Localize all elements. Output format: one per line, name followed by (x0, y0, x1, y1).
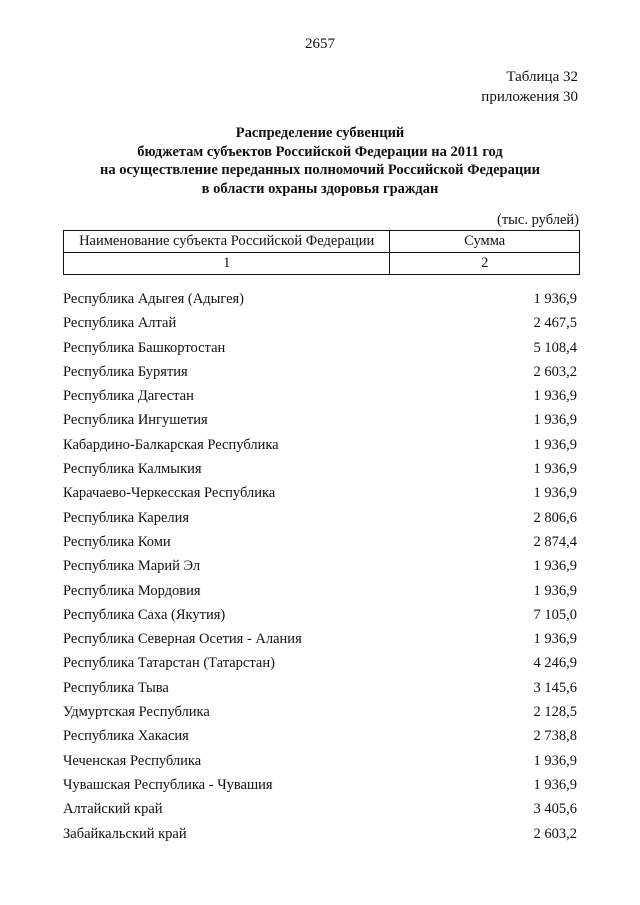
subject-amount: 4 246,9 (533, 655, 577, 672)
table-row (63, 433, 577, 457)
subject-name: Республика Татарстан (Татарстан) (63, 655, 275, 672)
subject-name: Республика Тыва (63, 679, 169, 696)
table-row (63, 749, 577, 773)
subject-amount: 2 738,8 (533, 728, 577, 745)
table-row (63, 554, 577, 578)
column-number-1: 1 (64, 253, 390, 275)
table-row (63, 627, 577, 651)
subject-amount: 5 108,4 (533, 339, 577, 356)
subject-name: Республика Саха (Якутия) (63, 606, 226, 623)
table-row (63, 287, 577, 311)
subject-name: Республика Карелия (63, 509, 190, 526)
table-row (63, 773, 577, 797)
subject-name: Республика Дагестан (63, 388, 194, 405)
subject-name: Карачаево-Черкесская Республика (63, 485, 276, 502)
subject-amount: 1 936,9 (533, 752, 577, 769)
table-row (63, 724, 577, 748)
subject-amount: 3 145,6 (533, 679, 577, 696)
subject-amount: 2 603,2 (533, 825, 577, 842)
subject-amount: 7 105,0 (533, 606, 577, 623)
subject-amount: 2 806,6 (533, 509, 577, 526)
subject-amount: 3 405,6 (533, 801, 577, 818)
table-row (63, 506, 577, 530)
subject-name: Алтайский край (63, 801, 163, 818)
table-row (63, 360, 577, 384)
header-name-column: Наименование субъекта Российской Федерации (64, 231, 390, 253)
header-amount-column: Сумма (390, 231, 580, 253)
table-row (63, 311, 577, 335)
column-number-2: 2 (390, 253, 580, 275)
subject-name: Республика Калмыкия (63, 461, 202, 478)
subject-amount: 1 936,9 (533, 485, 577, 502)
subject-name: Республика Башкортостан (63, 339, 226, 356)
table-row (63, 336, 577, 360)
table-body (63, 287, 577, 846)
subject-name: Удмуртская Республика (63, 704, 210, 721)
subject-name: Республика Мордовия (63, 582, 201, 599)
table-row (63, 481, 577, 505)
subject-amount: 1 936,9 (533, 436, 577, 453)
page-number: 2657 (305, 36, 335, 52)
table-row (63, 700, 577, 724)
table-row (63, 676, 577, 700)
header-row (64, 231, 580, 253)
title-line-4: в области охраны здоровья граждан (201, 180, 439, 197)
subject-name: Республика Адыгея (Адыгея) (63, 291, 245, 307)
subject-amount: 1 936,9 (533, 582, 577, 599)
subject-amount: 2 128,5 (533, 704, 577, 721)
column-number-row (64, 253, 580, 275)
subject-name: Кабардино-Балкарская Республика (63, 436, 279, 453)
title-line-2: бюджетам субъектов Российской Федерации на 2011 год (137, 143, 503, 160)
table-row (63, 384, 577, 408)
subject-amount: 1 936,9 (533, 558, 577, 575)
subject-amount: 2 467,5 (533, 315, 577, 332)
subject-amount: 1 936,9 (533, 291, 577, 307)
subject-name: Республика Хакасия (63, 728, 189, 745)
title-line-3: на осуществление переданных полномочий Российской Федерации (100, 162, 540, 178)
document-title (0, 124, 640, 198)
appendix-number: приложения 30 (481, 89, 578, 105)
subject-name: Республика Ингушетия (63, 412, 208, 429)
table-row (63, 797, 577, 821)
table-row (63, 822, 577, 846)
table-row (63, 651, 577, 675)
table-row (63, 530, 577, 554)
subject-name: Забайкальский край (63, 825, 187, 842)
subject-name: Республика Алтай (63, 315, 177, 332)
unit-label: (тыс. рублей) (497, 212, 579, 228)
subject-name: Республика Марий Эл (63, 558, 201, 575)
subject-amount: 1 936,9 (533, 776, 577, 793)
table-reference (481, 67, 578, 107)
table-row (63, 579, 577, 603)
subject-name: Чеченская Республика (63, 752, 202, 769)
table-row (63, 408, 577, 432)
table-header (63, 230, 580, 275)
subject-amount: 1 936,9 (533, 412, 577, 429)
subject-amount: 2 603,2 (533, 363, 577, 380)
table-row (63, 457, 577, 481)
subject-amount: 2 874,4 (533, 533, 577, 550)
subject-amount: 1 936,9 (533, 388, 577, 405)
title-line-1: Распределение субвенций (235, 125, 405, 141)
table-number: Таблица 32 (506, 69, 578, 85)
subject-name: Республика Северная Осетия - Алания (63, 631, 302, 648)
subject-name: Республика Бурятия (63, 363, 188, 380)
subject-amount: 1 936,9 (533, 631, 577, 648)
subject-amount: 1 936,9 (533, 461, 577, 478)
subject-name: Республика Коми (63, 533, 171, 550)
table-row (63, 603, 577, 627)
subject-name: Чувашская Республика - Чувашия (63, 776, 273, 793)
